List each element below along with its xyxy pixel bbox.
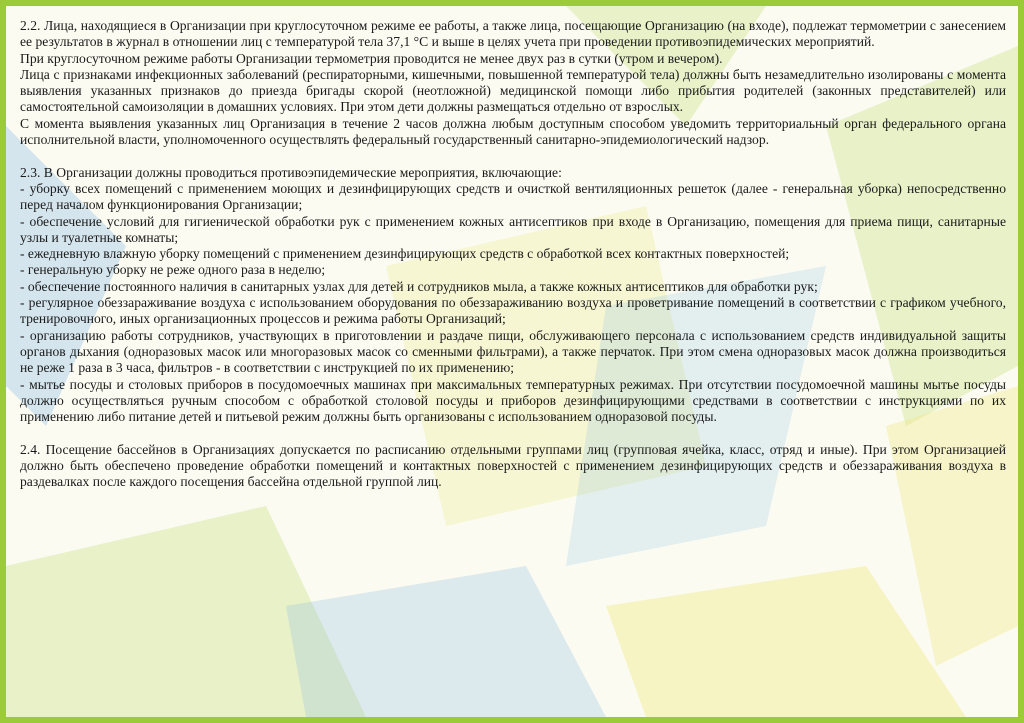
list-item: - обеспечение условий для гигиенической обработки рук с применением кожных антисептиков при входе в Организацию, помещения для приема пищи, санитарные узлы и туалетные комнаты; xyxy=(20,213,1006,245)
list-item: - обеспечение постоянного наличия в санитарных узлах для детей и сотрудников мыла, а также кожных антисептиков для обработки рук; xyxy=(20,278,818,294)
section-2-2 xyxy=(20,18,1006,148)
list-item: - организацию работы сотрудников, участвующих в приготовлении и раздаче пищи, обслуживающего персонала с использованием средств индивидуальной защиты органов дыхания (одноразовых масок или многоразовых масок со сменными фильтрами), а также перчаток. При этом смена одноразовых масок должна производиться не реже 1 раза в 3 часа, фильтров - в соответствии с инструкцией по их применению; xyxy=(20,327,1006,376)
section-2-3 xyxy=(20,165,1006,426)
page-frame xyxy=(6,6,1018,717)
paragraph: 2.4. Посещение бассейнов в Организациях допускается по расписанию отдельными группами лиц (групповая ячейка, класс, отряд и иные). При этом Организацией должно быть обеспечено проведение обработки помещений и контактных поверхностей с применением дезинфицирующих средств и обеззараживания воздуха в раздевалках после каждого посещения бассейна отдельной группой лиц. xyxy=(20,441,1006,490)
document-body xyxy=(20,18,1006,491)
paragraph: При круглосуточном режиме работы Организации термометрия проводится не менее двух раз в сутки (утром и вечером). xyxy=(20,50,723,66)
list-item: - уборку всех помещений с применением моющих и дезинфицирующих средств и очисткой вентиляционных решеток (далее - генеральная уборка) непосредственно перед началом функционирования Организации; xyxy=(20,180,1006,213)
list-item: - регулярное обеззараживание воздуха с использованием оборудования по обеззараживанию воздуха и проветривание помещений в соответствии с графиком учебного, тренировочного, иных организационных процессов и режима работы Организаций; xyxy=(20,295,1006,327)
paragraph: С момента выявления указанных лиц Организация в течение 2 часов должна любым доступным способом уведомить территориальный орган федерального органа исполнительной власти, уполномоченного осуществлять федеральный государственный санитарно-эпидемиологический надзор. xyxy=(20,115,1006,148)
bg-shape-blue-bottom xyxy=(286,566,606,717)
list-item: - мытье посуды и столовых приборов в посудомоечных машинах при максимальных температурных режимах. При отсутствии посудомоечной машины мытье посуды должно осуществляться ручным способом с обработкой столовой посуды и приборов дезинфицирующими средствами в соответствии с инструкциями по их применению либо питание детей и питьевой режим должны быть организованы с использованием одноразовой посуды. xyxy=(20,376,1006,425)
paragraph: 2.2. Лица, находящиеся в Организации при круглосуточном режиме ее работы, а также лица, посещающие Организацию (на входе), подлежат термометрии с занесением ее результатов в журнал в отношении лиц с температурой тела 37,1 °С и выше в целях учета при проведении противоэпидемических мероприятий. xyxy=(20,18,1006,50)
bg-shape-yellow-bottom xyxy=(606,566,966,717)
section-2-4 xyxy=(20,442,1006,491)
list-item: - генеральную уборку не реже одного раза в неделю; xyxy=(20,262,326,278)
paragraph: Лица с признаками инфекционных заболеваний (респираторными, кишечными, повышенной температурой тела) должны быть незамедлительно изолированы с момента выявления указанных признаков до приезда бригады скорой (неотложной) медицинской помощи либо прибытия родителей (законных представителей) или самостоятельной самоизоляции в домашних условиях. При этом дети должны размещаться отдельно от взрослых. xyxy=(20,66,1006,115)
paragraph: 2.3. В Организации должны проводиться противоэпидемические мероприятия, включающие: xyxy=(20,164,562,180)
list-item: - ежедневную влажную уборку помещений с применением дезинфицирующих средств с обработкой всех контактных поверхностей; xyxy=(20,246,790,262)
